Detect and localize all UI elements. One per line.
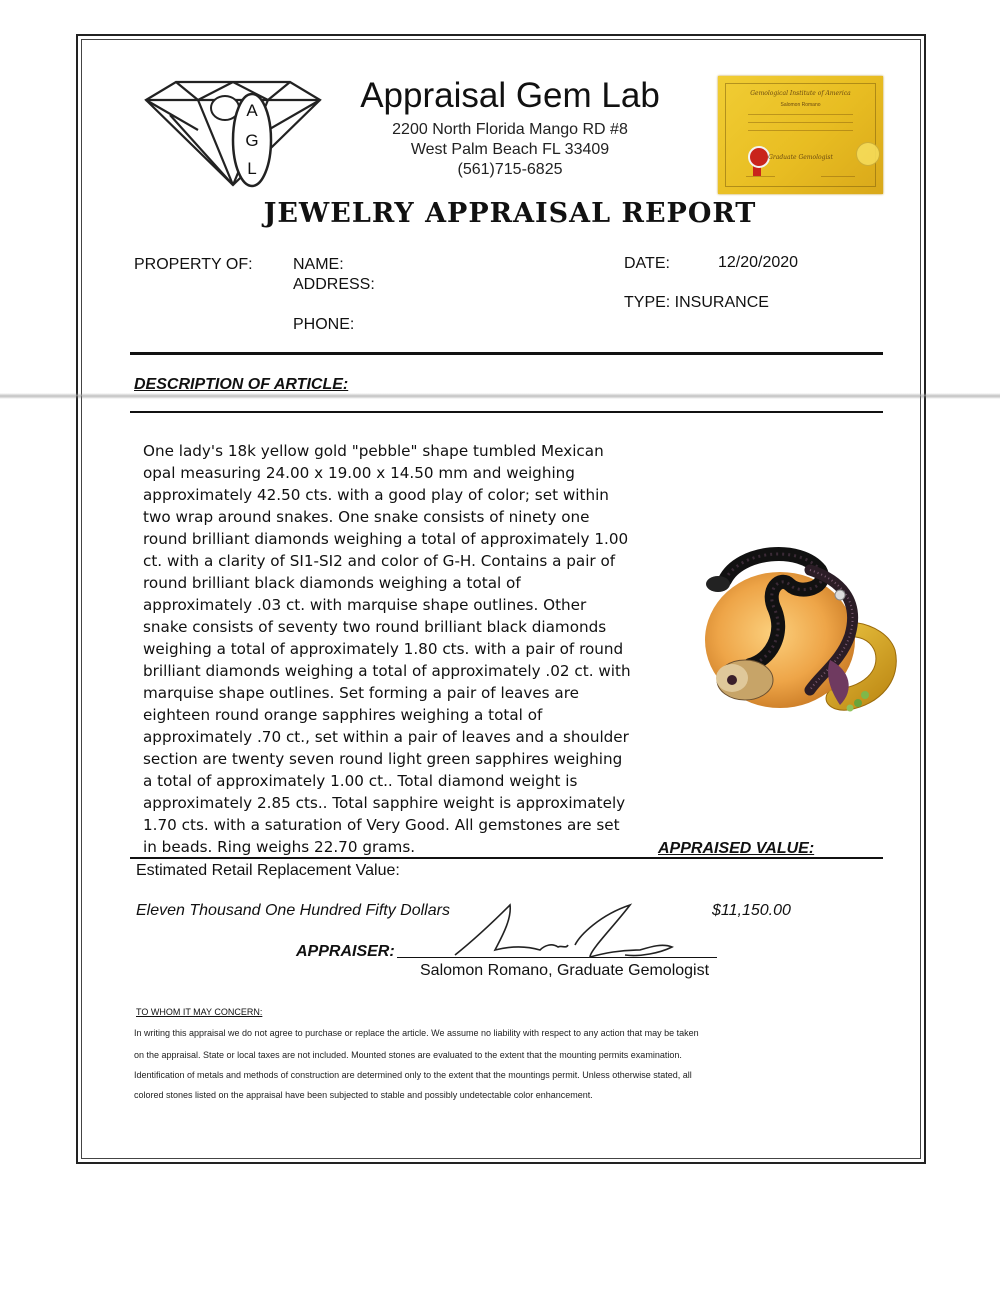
gemologist-certificate	[718, 76, 883, 194]
certificate-text-line	[748, 130, 853, 131]
date-value: 12/20/2020	[718, 254, 799, 271]
disclaimer-line: In writing this appraisal we do not agree to purchase or replace the article. We assume no liability with respect to any action that may be taken	[134, 1028, 699, 1038]
disclaimer-line: on the appraisal. State or local taxes are not included. Mounted stones are evaluated to the extent that the mounting permits examination.	[134, 1050, 682, 1060]
svg-text:L: L	[247, 159, 257, 178]
retail-value-label: Estimated Retail Replacement Value:	[136, 862, 400, 879]
svg-text:A: A	[246, 101, 258, 120]
disclaimer-line: Identification of metals and methods of construction are determined only to the extent that the mountings permit. Unless otherwise stated, all	[134, 1070, 692, 1080]
certificate-text-line	[748, 122, 853, 123]
article-description: One lady's 18k yellow gold "pebble" shape tumbled Mexican opal measuring 24.00 x 19.00 x 14.50 mm and weighing approximately 42.50 cts. with a good play of color; set within two wrap around snakes. One snake consists of ninety one round brilliant diamonds weighing a total of approximately 1.00 ct. with a clarity of SI1-SI2 and color of G-H. Contains a pair of round brilliant black diamonds weighing a total of approximately .03 ct. with marquise shape outlines. Other snake consists of seventy two round brilliant black diamonds weighing a total of approximately 1.80 cts. with a pair of round brilliant diamonds weighing a total of approximately .02 ct. with marquise shape outlines. Set forming a pair of leaves are eighteen round orange sapphires weighing a total of approximately .70 ct., set within a pair of leaves and a shoulder section are twenty seven round light green sapphires weighing a total of approximately 1.00 ct.. Total diamond weight is approximately 2.85 cts.. Total sapphire weight is approximately 1.70 cts. with a saturation of Very Good. All gemstones are set in beads. Ring weighs 22.70 grams.	[143, 442, 631, 856]
company-name: Appraisal Gem Lab	[360, 76, 660, 115]
section-divider	[130, 352, 883, 355]
appraised-value-label: APPRAISED VALUE:	[658, 840, 815, 857]
property-of-label: PROPERTY OF:	[134, 256, 253, 273]
appraisal-type: TYPE: INSURANCE	[624, 294, 769, 311]
amount-in-words: Eleven Thousand One Hundred Fifty Dollars	[136, 902, 450, 919]
certificate-subtitle: Graduate Gemologist	[768, 154, 833, 161]
disclaimer-title: TO WHOM IT MAY CONCERN:	[136, 1007, 263, 1017]
certificate-title: Gemological Institute of America	[750, 90, 851, 97]
company-phone: (561)715-6825	[457, 161, 563, 178]
certificate-name: Salomon Romano	[780, 102, 821, 108]
ring-photo	[680, 540, 910, 740]
appraiser-label: APPRAISER:	[296, 943, 395, 960]
certificate-signature-line	[821, 176, 855, 177]
appraiser-name: Salomon Romano, Graduate Gemologist	[420, 962, 710, 979]
address-label: ADDRESS:	[293, 276, 375, 293]
appraised-amount: $11,150.00	[712, 902, 791, 919]
certificate-text-line	[748, 114, 853, 115]
disclaimer-line: colored stones listed on the appraisal have been subjected to stable and possibly undetectable color enhancement.	[134, 1090, 593, 1100]
report-title: JEWELRY APPRAISAL REPORT	[263, 198, 757, 229]
section-divider	[130, 411, 883, 413]
description-heading: DESCRIPTION OF ARTICLE:	[134, 376, 349, 393]
company-address-line1: 2200 North Florida Mango RD #8	[392, 121, 628, 138]
certificate-signature-line	[746, 176, 775, 177]
phone-label: PHONE:	[293, 316, 355, 333]
svg-text:G: G	[245, 131, 259, 150]
name-label: NAME:	[293, 256, 344, 273]
company-address-line2: West Palm Beach FL 33409	[410, 141, 610, 158]
agl-diamond-logo	[140, 70, 325, 190]
date-label: DATE:	[624, 255, 670, 272]
section-divider	[130, 857, 883, 859]
agl-logo-letters	[245, 101, 258, 178]
